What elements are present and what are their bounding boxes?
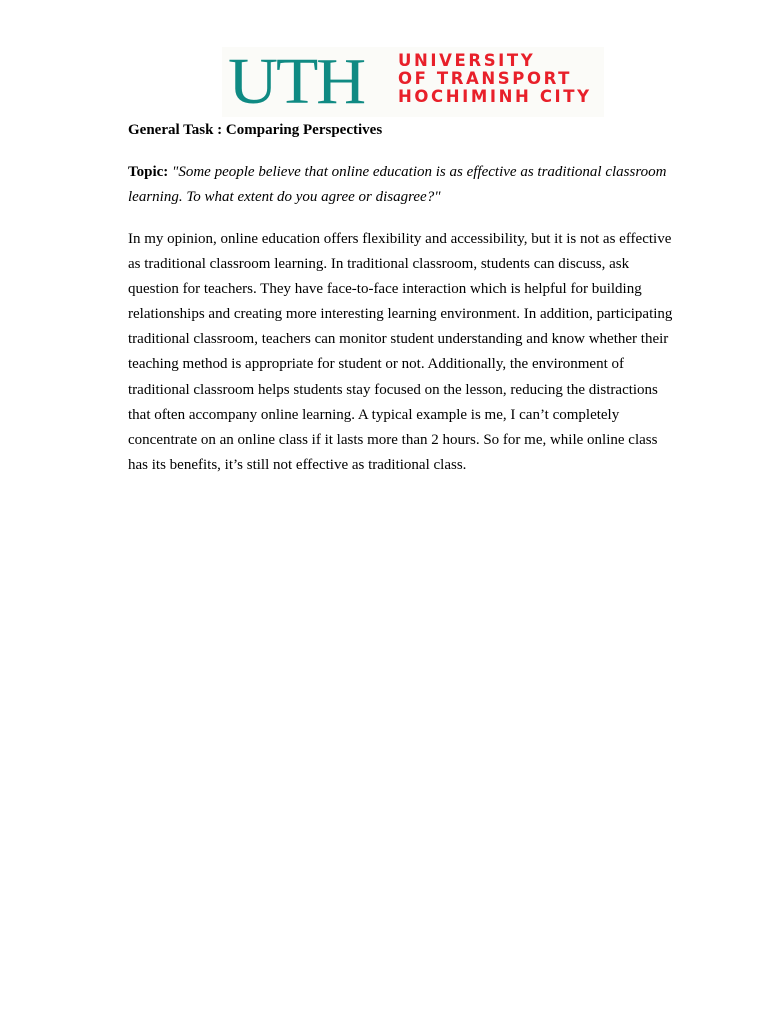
- essay-line: that often accompany online learning. A typical example is me, I can’t completely: [128, 406, 620, 423]
- essay-line: In my opinion, online education offers flexibility and accessibility, but it is not as effective: [128, 231, 672, 247]
- logo-wordmark: [398, 52, 592, 106]
- logo-line: OF TRANSPORT: [398, 69, 573, 88]
- essay-line: traditional classroom, teachers can monitor student understanding and know whether their: [128, 331, 669, 348]
- university-logo: [222, 47, 604, 117]
- essay-body: [128, 227, 708, 478]
- essay-line: as traditional classroom learning. In traditional classroom, students can discuss, ask: [128, 256, 630, 273]
- topic-text-line: "Some people believe that online education is as effective as traditional classroom: [172, 164, 667, 180]
- essay-line: relationships and creating more interesting learning environment. In addition, participating: [128, 306, 673, 323]
- essay-line: teaching method is appropriate for student or not. Additionally, the environment of: [128, 356, 624, 373]
- topic-label: Topic:: [128, 164, 169, 180]
- essay-line: concentrate on an online class if it lasts more than 2 hours. So for me, while online class: [128, 431, 658, 448]
- topic-paragraph: [128, 160, 708, 209]
- essay-line: question for teachers. They have face-to-face interaction which is helpful for building: [128, 281, 642, 298]
- essay-line: has its benefits, it’s still not effective as traditional class.: [128, 456, 467, 473]
- essay-line: traditional classroom helps students stay focused on the lesson, reducing the distractions: [128, 381, 658, 398]
- logo-mark: UTH: [228, 45, 365, 118]
- topic-text-line: learning. To what extent do you agree or disagree?": [128, 188, 441, 205]
- logo-line: HOCHIMINH CITY: [398, 87, 592, 106]
- task-heading: General Task : Comparing Perspectives: [128, 122, 383, 138]
- logo-line: UNIVERSITY: [398, 51, 536, 70]
